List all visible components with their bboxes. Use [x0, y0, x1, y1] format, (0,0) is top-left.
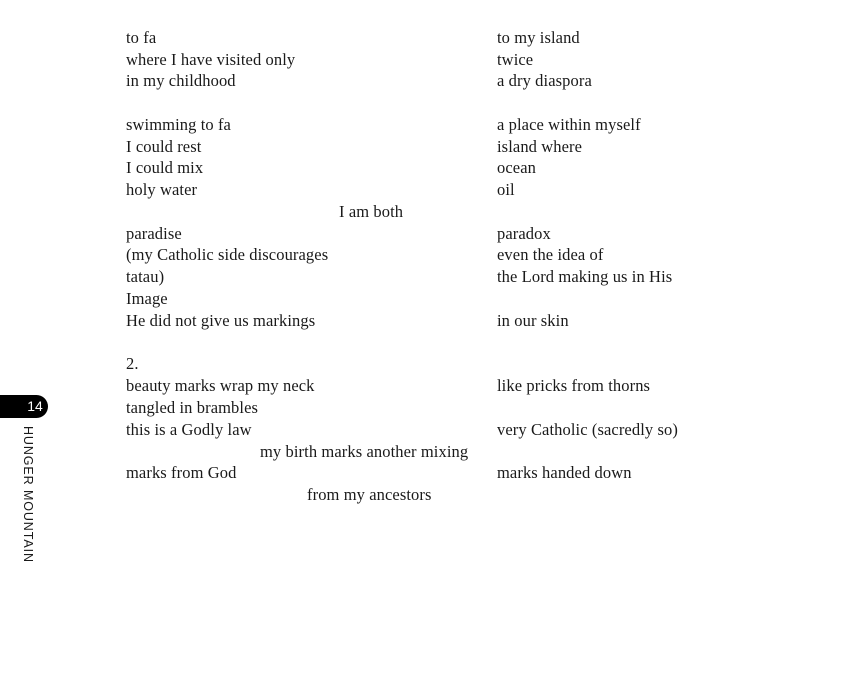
poem-line: tangled in brambles	[126, 398, 259, 417]
poem-line: very Catholic (sacredly so)	[497, 420, 678, 439]
poem-line: paradise	[126, 224, 182, 243]
poem-line: beauty marks wrap my neck	[126, 376, 315, 395]
poem-line: the Lord making us in His	[497, 267, 673, 286]
poem-line: holy water	[126, 180, 198, 199]
poem-line: I could rest	[126, 137, 202, 156]
poem-line: even the idea of	[497, 245, 604, 264]
poem-line: in our skin	[497, 311, 569, 330]
poem-center-line: my birth marks another mixing	[260, 442, 469, 461]
poem-line: like pricks from thorns	[497, 376, 651, 395]
page-number: 14	[27, 398, 43, 414]
poem-line: swimming to fa	[126, 115, 231, 134]
poem-line: island where	[497, 137, 583, 156]
poem-line: where I have visited only	[126, 50, 296, 69]
poem-line: oil	[497, 180, 515, 199]
poem-line: this is a Godly law	[126, 420, 252, 439]
poem-line: to fa	[126, 28, 157, 47]
poem-line: in my childhood	[126, 71, 236, 90]
poem-line: paradox	[497, 224, 551, 243]
section-number: 2.	[126, 354, 139, 373]
poem-line: I could mix	[126, 158, 204, 177]
poem-line: tatau)	[126, 267, 165, 286]
poem-center-line: I am both	[339, 202, 404, 221]
poem-line: marks from God	[126, 463, 237, 482]
poem-line: twice	[497, 50, 534, 69]
poem-line: a dry diaspora	[497, 71, 592, 90]
poem-line: ocean	[497, 158, 536, 177]
page-number-tab	[0, 395, 48, 418]
poem-line: (my Catholic side discourages	[126, 245, 329, 264]
journal-name: HUNGER MOUNTAIN	[21, 426, 35, 563]
poem-line: a place within myself	[497, 115, 641, 134]
poem-line: to my island	[497, 28, 580, 47]
poem-line: He did not give us markings	[126, 311, 316, 330]
poem-line: marks handed down	[497, 463, 632, 482]
poem-center-line: from my ancestors	[307, 485, 432, 504]
poem-line: Image	[126, 289, 168, 308]
